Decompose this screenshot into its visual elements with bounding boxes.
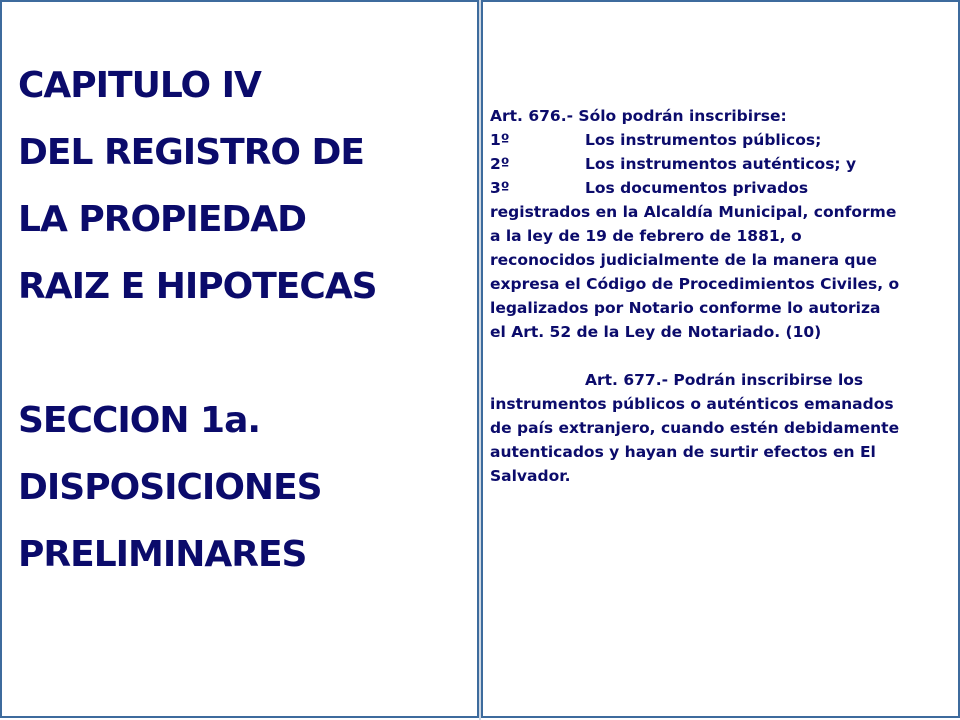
item-number: 2º (490, 155, 510, 173)
article-676-line: el Art. 52 de la Ley de Notariado. (10) (490, 323, 822, 341)
heading-spacer (18, 320, 468, 387)
article-677-intro: Art. 677.- Podrán inscribirse los (585, 371, 864, 389)
item-text: Los instrumentos auténticos; y (585, 155, 857, 173)
item-number: 1º (490, 131, 510, 149)
panel-divider (479, 0, 481, 720)
article-677-line: Salvador. (490, 467, 571, 485)
article-677-line: autenticados y hayan de surtir efectos en El (490, 443, 876, 461)
section-title-line: DISPOSICIONES (18, 467, 322, 508)
section-title-line: SECCION 1a. (18, 400, 261, 441)
article-676-line: expresa el Código de Procedimientos Civiles, o (490, 275, 900, 293)
article-677-first-line (490, 368, 955, 392)
chapter-title-line: DEL REGISTRO DE (18, 132, 365, 173)
articles-text (490, 104, 955, 488)
item-text: Los documentos privados (585, 179, 809, 197)
article-676-line: legalizados por Notario conforme lo autoriza (490, 299, 881, 317)
item-text: Los instrumentos públicos; (585, 131, 822, 149)
item-number: 3º (490, 179, 510, 197)
article-676-line: registrados en la Alcaldía Municipal, conforme (490, 203, 897, 221)
article-676-line: reconocidos judicialmente de la manera que (490, 251, 878, 269)
article-676-item (490, 176, 955, 200)
chapter-title-line: RAIZ E HIPOTECAS (18, 266, 377, 307)
chapter-title-line: CAPITULO IV (18, 65, 261, 106)
article-677-line: instrumentos públicos o auténticos emanados (490, 395, 894, 413)
paragraph-spacer (490, 344, 955, 368)
article-676-line: a la ley de 19 de febrero de 1881, o (490, 227, 802, 245)
article-676-item (490, 128, 955, 152)
article-677-line: de país extranjero, cuando estén debidamente (490, 419, 900, 437)
chapter-heading (18, 52, 468, 588)
section-title-line: PRELIMINARES (18, 534, 307, 575)
article-676-item (490, 152, 955, 176)
chapter-title-line: LA PROPIEDAD (18, 199, 307, 240)
article-676-intro: Art. 676.- Sólo podrán inscribirse: (490, 107, 787, 125)
